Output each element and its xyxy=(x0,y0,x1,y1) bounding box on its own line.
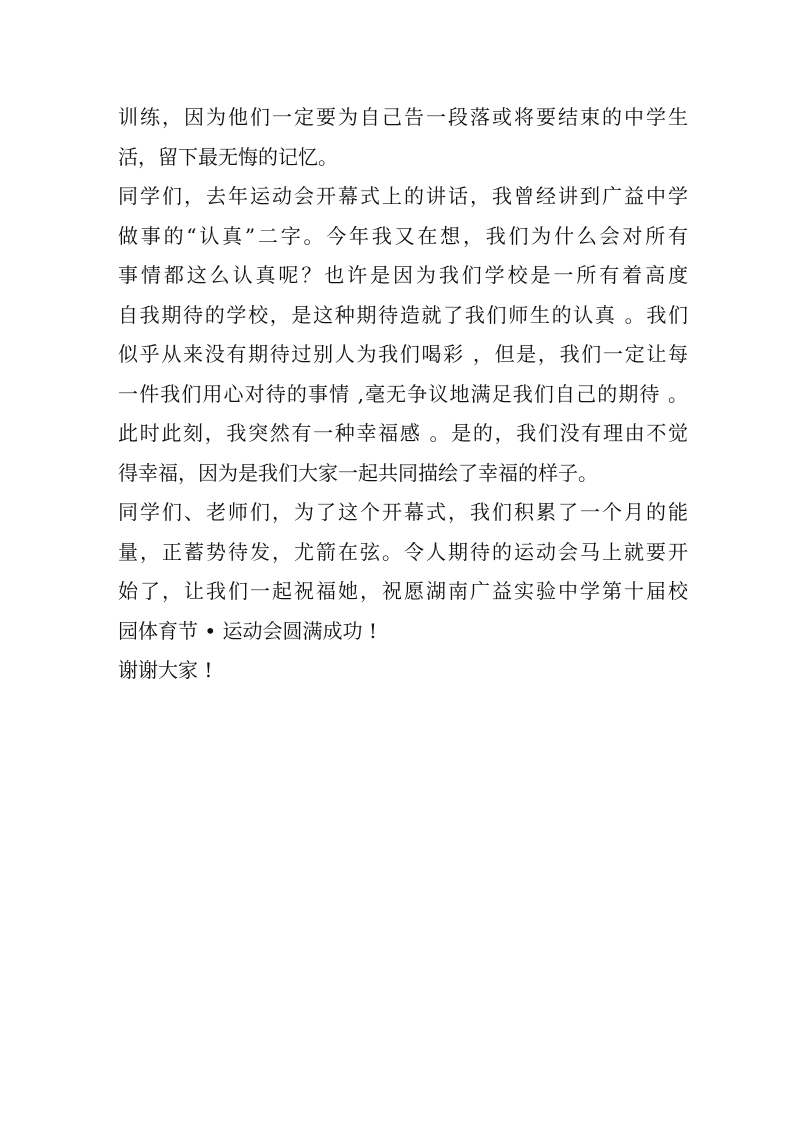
text-line-3: 同学们，去年运动会开幕式上的讲话，我曾经讲到广益中学 xyxy=(118,184,688,208)
text-line-10: 得幸福，因为是我们大家一起共同描绘了幸福的样子。 xyxy=(118,460,598,485)
text-line-1: 训练，因为他们一定要为自己告一段落或将要结束的中学生 xyxy=(118,105,688,129)
speech-text xyxy=(118,98,688,691)
text-line-6: 自我期待的学校，是这种期待造就了我们师生的认真 。我们 xyxy=(118,302,688,327)
text-line-11: 同学们、老师们，为了这个开幕式，我们积累了一个月的能 xyxy=(118,500,688,524)
text-line-8: 一件我们用心对待的事情 ,毫无争议地满足我们自己的期待 。 xyxy=(118,381,688,406)
text-line-7: 似乎从来没有期待过别人为我们喝彩 ，但是，我们一定让每 xyxy=(118,342,688,366)
text-line-13: 始了，让我们一起祝福她，祝愿湖南广益实验中学第十届校 xyxy=(118,579,688,603)
text-line-4: 做事的“认真”二字。今年我又在想，我们为什么会对所有 xyxy=(118,223,688,248)
text-line-9: 此时此刻，我突然有一种幸福感 。是的，我们没有理由不觉 xyxy=(118,421,688,445)
text-line-12: 量，正蓄势待发，尤箭在弦。令人期待的运动会马上就要开 xyxy=(118,539,688,564)
text-line-2: 活，留下最无悔的记忆。 xyxy=(118,144,338,169)
text-line-15: 谢谢大家 ! xyxy=(118,658,213,682)
text-line-14: 园体育节 • 运动会圆满成功 ! xyxy=(118,618,377,643)
text-line-5: 事情都这么认真呢？也许是因为我们学校是一所有着高度 xyxy=(118,263,688,287)
